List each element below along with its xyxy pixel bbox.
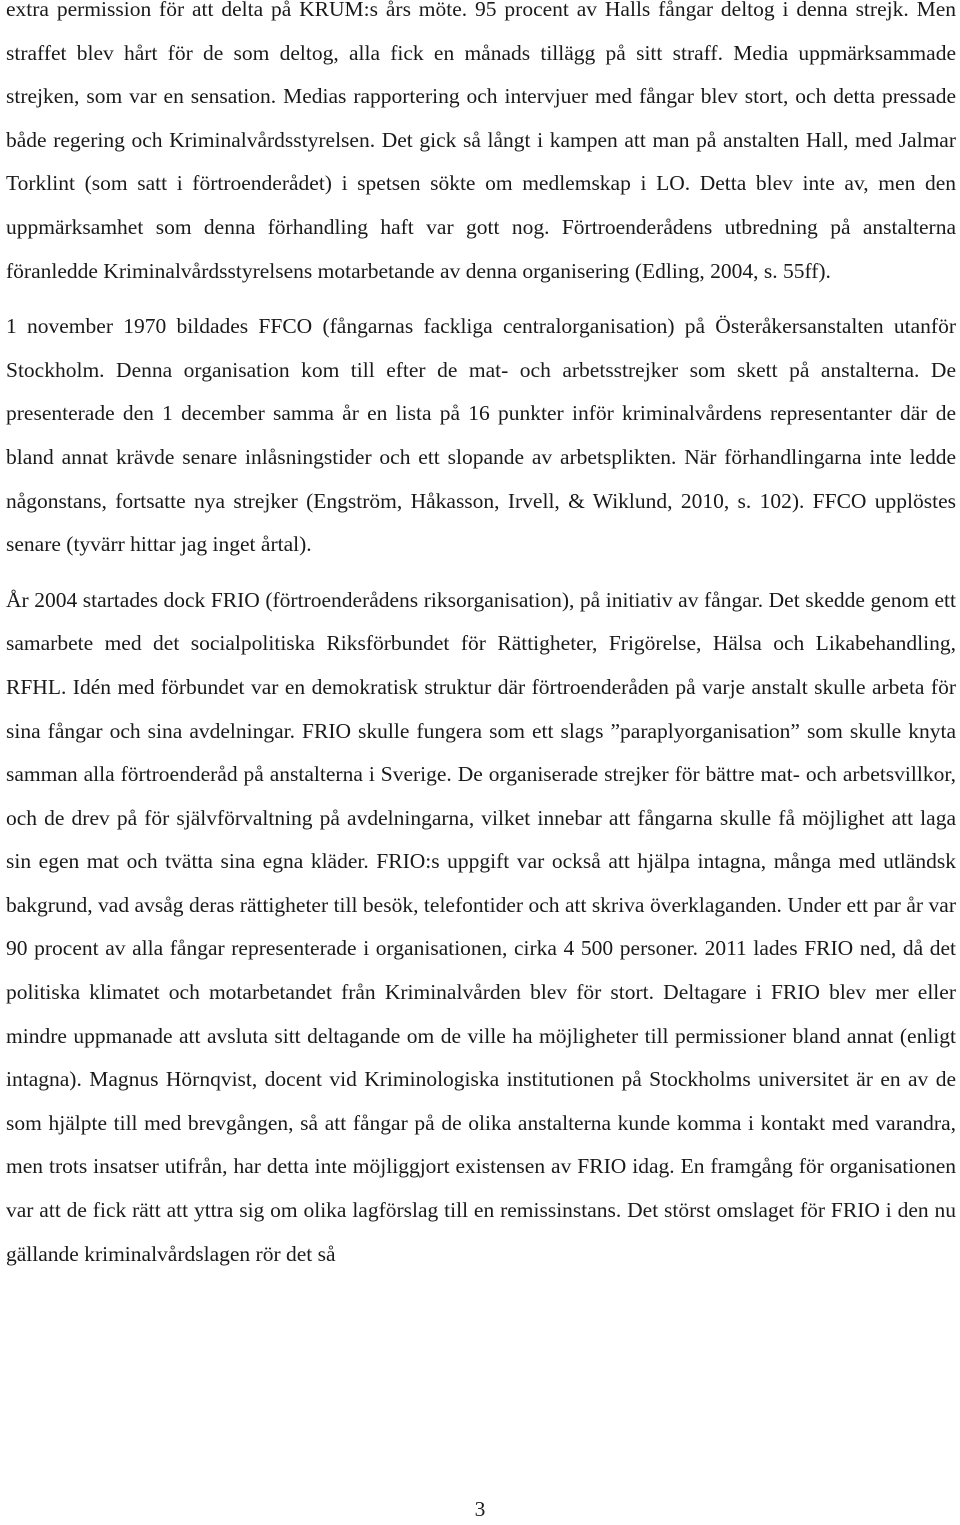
paragraph-2: 1 november 1970 bildades FFCO (fångarnas fackliga centralorganisation) på Österåkersanstalten utanför Stockholm. Denna organisation kom till efter de mat- och arbetsstrejker som skett på anstalterna. De presenterade den 1 december samma år en lista på 16 punkter inför kriminalvårdens representanter där de bland annat krävde senare inlåsningstider och ett slopande av arbetsplikten. När förhandlingarna inte ledde någonstans, fortsatte nya strejker (Engström, Håkasson, Irvell, & Wiklund, 2010, s. 102). FFCO upplöstes senare (tyvärr hittar jag inget årtal). <box>6 314 956 557</box>
paragraph-3: År 2004 startades dock FRIO (förtroenderådens riksorganisation), på initiativ av fångar. Det skedde genom ett samarbete med det socialpolitiska Riksförbundet för Rättigheter, Frigörelse, Hälsa och Likabehandling, RFHL. Idén med förbundet var en demokratisk struktur där förtroenderåden på varje anstalt skulle arbeta för sina fångar och sina avdelningar. FRIO skulle fungera som ett slags ”paraplyorganisation” som skulle knyta samman alla förtroenderåd på anstalterna i Sverige. De organiserade strejker för bättre mat- och arbetsvillkor, och de drev på för självförvaltning på avdelningarna, vilket innebar att fångarna skulle få möjlighet att laga sin egen mat och tvätta sina egna kläder. FRIO:s uppgift var också att hjälpa intagna, många med utländsk bakgrund, vad avsåg deras rättigheter till besök, telefontider och att skriva överklaganden. Under ett par år var 90 procent av alla fångar representerade i organisationen, cirka 4 500 personer. 2011 lades FRIO ned, då det politiska klimatet och motarbetandet från Kriminalvården blev för stort. Deltagare i FRIO blev mer eller mindre uppmanade att avsluta sitt deltagande om de ville ha möjligheter till permissioner bland annat (enligt intagna). Magnus Hörnqvist, docent vid Kriminologiska institutionen på Stockholms universitet är en av de som hjälpte till med brevgången, så att fångar på de olika anstalterna kunde komma i kontakt med varandra, men trots insatser utifrån, har detta inte möjliggjort existensen av FRIO idag. En framgång för organisationen var att de fick rätt att yttra sig om olika lagförslag till en remissinstans. Det störst omslaget för FRIO i den nu gällande kriminalvårdslagen rör det så <box>6 587 956 1266</box>
paragraph-1: extra permission för att delta på KRUM:s års möte. 95 procent av Halls fångar deltog i denna strejk. Men straffet blev hårt för de som deltog, alla fick en månads tillägg på sitt straff. Media uppmärksammade strejken, som var en sensation. Medias rapportering och intervjuer med fångar blev stort, och detta pressade både regering och Kriminalvårdsstyrelsen. Det gick så långt i kampen att man på anstalten Hall, med Jalmar Torklint (som satt i förtroenderådet) i spetsen sökte om medlemskap i LO. Detta blev inte av, men den uppmärksamhet som denna förhandling haft var gott nog. Förtroenderådens utbredning på anstalterna föranledde Kriminalvårdsstyrelsens motarbetande av denna organisering (Edling, 2004, s. 55ff). <box>6 0 956 283</box>
page-number: 3 <box>474 1497 486 1521</box>
body-text <box>6 0 956 1276</box>
